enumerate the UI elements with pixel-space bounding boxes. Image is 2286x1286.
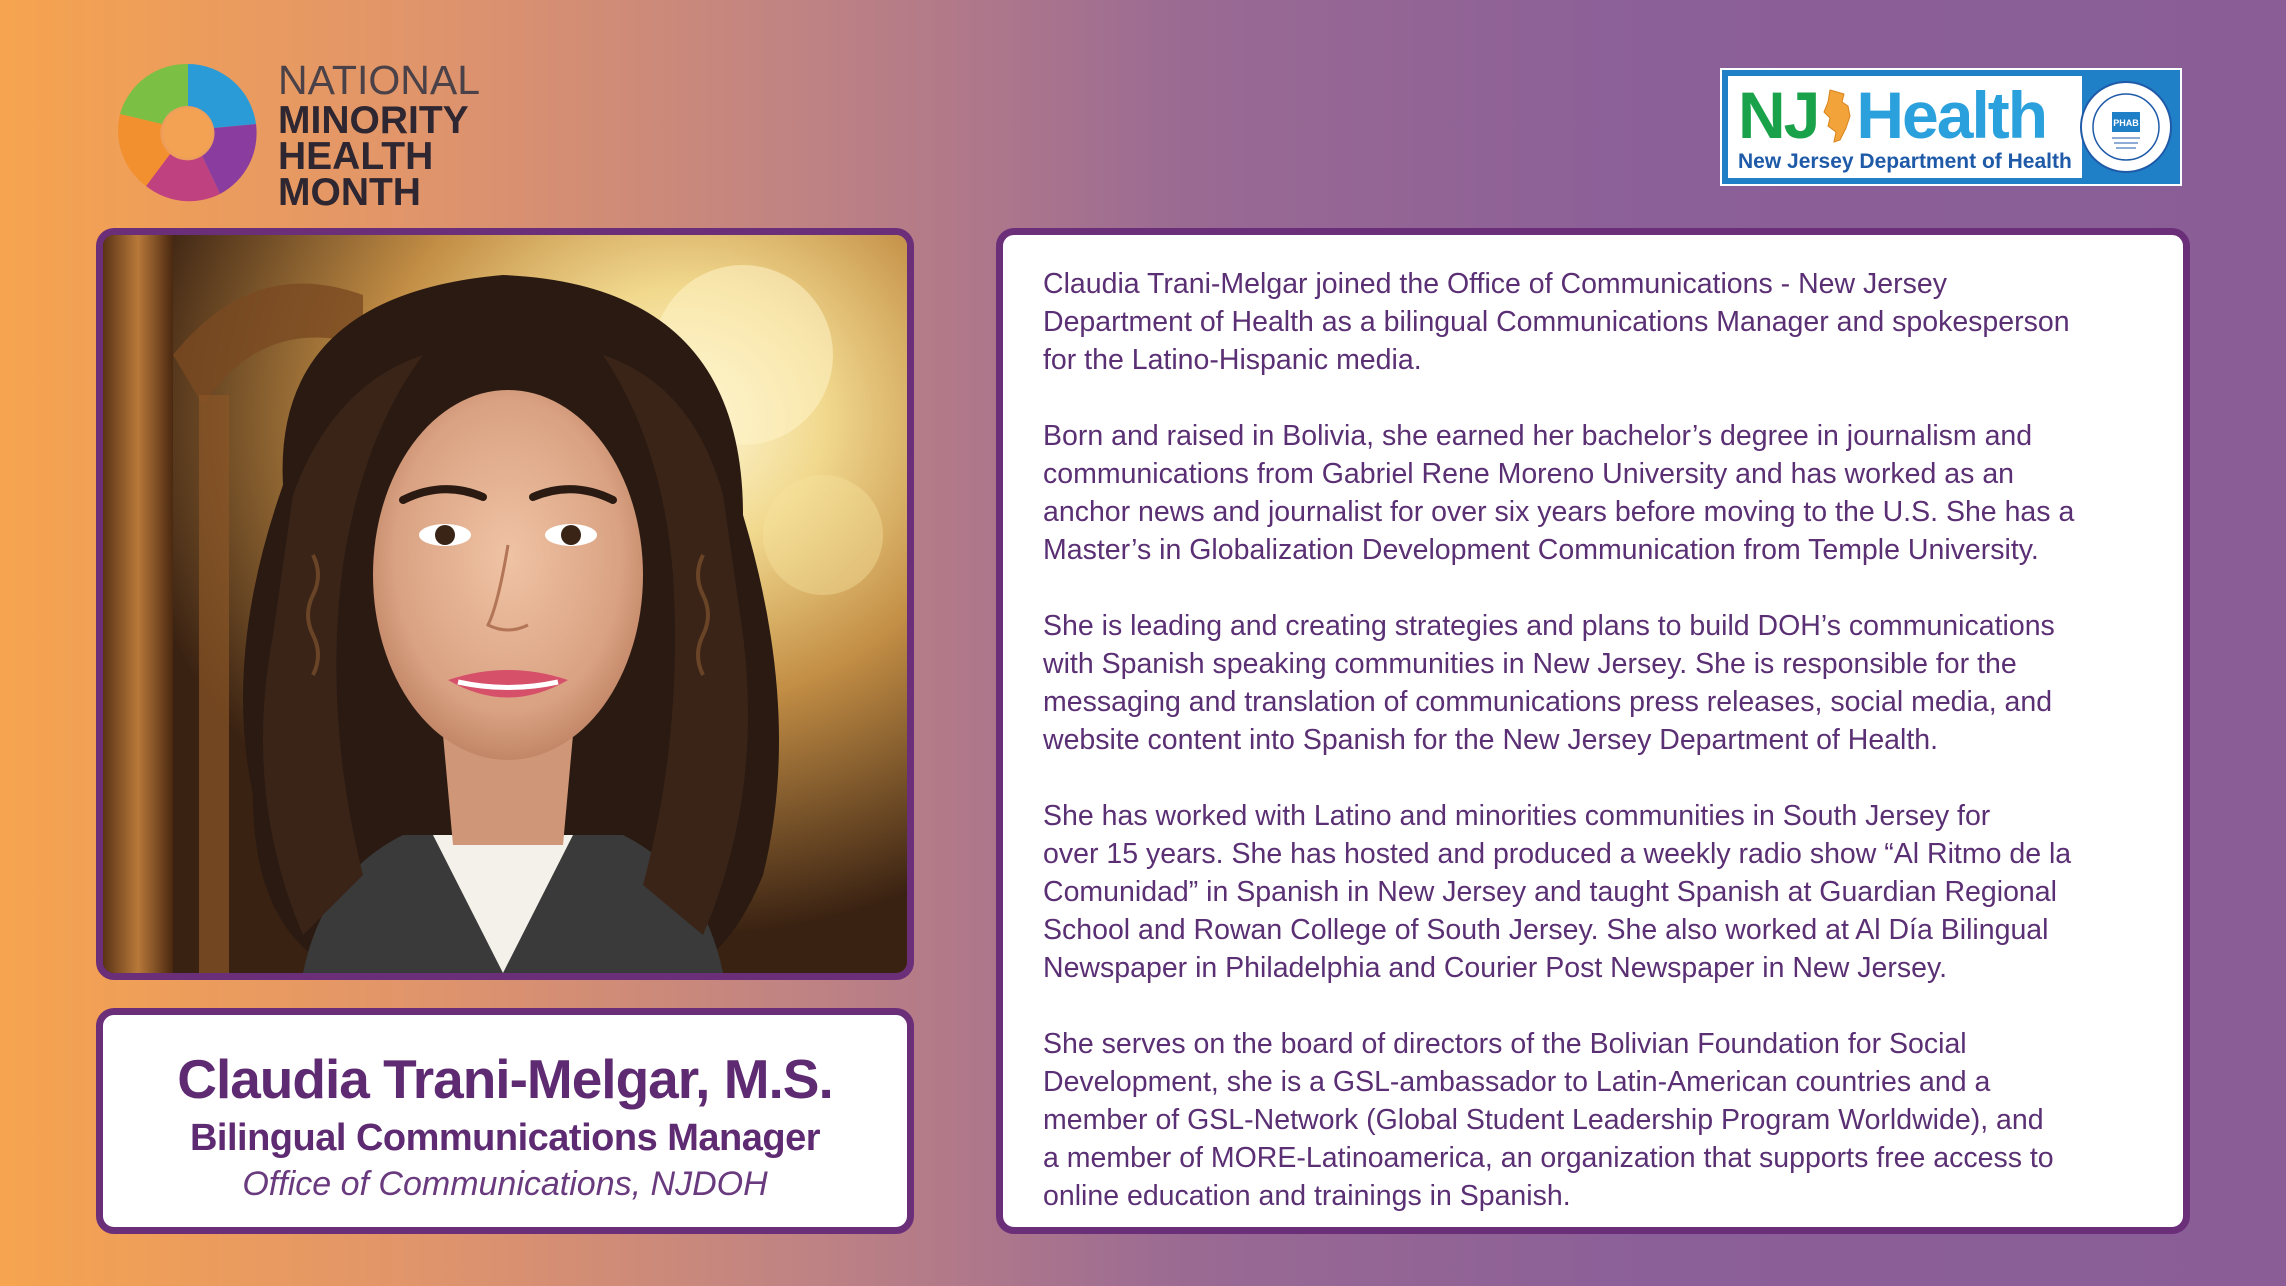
new-jersey-state-icon bbox=[1820, 88, 1854, 144]
phab-seal-label: PHAB bbox=[2113, 118, 2139, 128]
bio-paragraph-5: She serves on the board of directors of the Bolivian Foundation for Social Development, she is a GSL-ambassador to Latin-American countries and a member of GSL-Network (Global Student Leadership Program Worldwide), and a member of MORE-Latinoamerica, an organization that supports free access to online education and trainings in Spanish. bbox=[1043, 1028, 2054, 1212]
bio-card bbox=[996, 228, 2190, 1234]
bio-paragraph-4: She has worked with Latino and minorities communities in South Jersey for over 15 years. She has hosted and produced a weekly radio show “Al Ritmo de la Comunidad” in Spanish in New Jersey and taught Spanish at Guardian Regional School and Rowan College of South Jersey. She also worked at Al Día Bilingual Newspaper in Philadelphia and Courier Post Newspaper in New Jersey. bbox=[1043, 800, 2072, 984]
health-word: Health bbox=[1856, 78, 2047, 152]
nmhm-swirl-icon bbox=[110, 58, 266, 208]
bio-paragraph-2: Born and raised in Bolivia, she earned her bachelor’s degree in journalism and communications from Gabriel Rene Moreno University and has worked as an anchor news and journalist for over six years before moving to the U.S. She has a Master’s in Globalization Development Communication from Temple University. bbox=[1043, 420, 2075, 566]
portrait-photo bbox=[103, 235, 907, 973]
nj-health-logo bbox=[1720, 68, 2182, 186]
nmhm-line-minority: MINORITY bbox=[278, 99, 469, 142]
bio-paragraph-3: She is leading and creating strategies and plans to build DOH’s communications with Spanish speaking communities in New Jersey. She is responsible for the messaging and translation of communications press releases, social media, and website content into Spanish for the New Jersey Department of Health. bbox=[1043, 610, 2055, 756]
nmhm-wordmark bbox=[278, 57, 538, 214]
nmhm-logo bbox=[110, 57, 530, 214]
name-card bbox=[96, 1008, 914, 1234]
nmhm-line-health: HEALTH bbox=[278, 135, 434, 178]
nj-health-subtitle: New Jersey Department of Health bbox=[1738, 150, 2072, 173]
person-title: Bilingual Communications Manager bbox=[189, 1117, 821, 1159]
nj-letters: NJ bbox=[1738, 78, 1819, 152]
nj-health-wordmark bbox=[1738, 80, 2046, 150]
bio-paragraph-1: Claudia Trani-Melgar joined the Office of Communications - New Jersey Department of Health as a bilingual Communications Manager and spokesperson for the Latino-Hispanic media. bbox=[1043, 268, 2070, 376]
person-name: Claudia Trani-Melgar, M.S. bbox=[177, 1048, 833, 1110]
person-office: Office of Communications, NJDOH bbox=[242, 1165, 768, 1203]
portrait-photo-frame bbox=[96, 228, 914, 980]
phab-seal-icon bbox=[2078, 76, 2174, 178]
nmhm-line-month: MONTH bbox=[278, 171, 421, 214]
nj-health-wordmark-panel bbox=[1728, 76, 2082, 178]
nmhm-line-national: NATIONAL bbox=[278, 57, 480, 103]
